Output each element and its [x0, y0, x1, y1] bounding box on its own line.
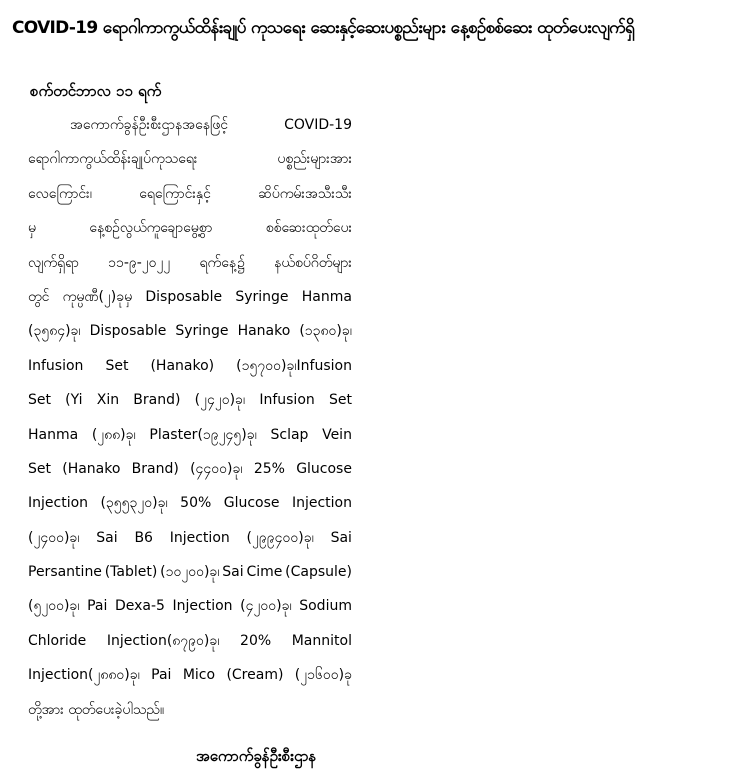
body-line: [28, 349, 352, 383]
body-line: [28, 658, 352, 692]
word: Disposable: [89, 323, 167, 340]
word: (၁၅၇၀၀)ခု၊Infusion: [236, 357, 352, 374]
word: Injection: [172, 598, 233, 615]
body-line: [28, 211, 352, 245]
word: (Tablet): [104, 564, 158, 581]
word: (၂၄၀၀)ခု၊: [28, 529, 80, 546]
word: Set: [105, 357, 129, 374]
body-line: [28, 555, 352, 589]
body-line: [28, 486, 352, 520]
word: နယ်စပ်ဂိတ်များ: [274, 254, 352, 271]
word: Set: [328, 392, 352, 409]
word: Mico: [182, 667, 216, 684]
word: (၂၈၈)ခု၊: [91, 426, 136, 443]
word: Syringe: [235, 288, 289, 305]
word: 50%: [180, 495, 212, 512]
word: ရောဂါကာကွယ်ထိန်းချုပ်ကုသရေး: [28, 151, 198, 168]
word: လေကြောင်း၊: [28, 185, 92, 202]
word: Plaster(၁၉၂၄၅)ခု၊: [149, 426, 257, 443]
word: ရက်နေ့၌: [199, 254, 245, 271]
date-line: စက်တင်ဘာလ ၁၁ ရက်: [30, 82, 162, 100]
body-line: [28, 108, 352, 142]
word: Pai: [87, 598, 108, 615]
word: Disposable: [145, 288, 223, 305]
word: Infusion: [259, 392, 315, 409]
word: (၂၁၆၀၀)ခု: [294, 667, 352, 684]
word: (၅၂၀၀)ခု၊: [28, 598, 80, 615]
word: 25%: [253, 460, 285, 477]
word: (၃၅၅၃၂၀)ခု၊: [100, 495, 168, 512]
body-line: [28, 246, 352, 280]
word: Sai: [96, 529, 118, 546]
word: B6: [134, 529, 153, 546]
word: နေ့စဉ်လွယ်ကူချောမွေ့စွာ: [89, 220, 213, 237]
body-line: [28, 314, 352, 348]
signature: အကောက်ခွန်ဦးစီးဌာန: [196, 747, 317, 765]
body-line: [28, 142, 352, 176]
word: (၂၄၂၀)ခု၊: [194, 392, 246, 409]
word: ပစ္စည်းများအား: [277, 151, 352, 168]
word: Brand): [131, 460, 179, 477]
body-line: [28, 452, 352, 486]
word: Injection(၂၈၈၀)ခု၊: [28, 667, 140, 684]
word: Dexa-5: [114, 598, 165, 615]
body-line: [28, 624, 352, 658]
word: (Hanako: [62, 460, 121, 477]
word: Hanma: [301, 288, 352, 305]
word: တွင်: [28, 288, 50, 305]
word: (၃၅၈၄)ခု၊: [28, 323, 81, 340]
word: (Cream): [226, 667, 284, 684]
body-line: [28, 589, 352, 623]
word: Injection: [28, 495, 89, 512]
word: Sai: [222, 564, 244, 581]
word: Syringe: [175, 323, 229, 340]
word: ကုမ္ပဏီ(၂)ခုမှ: [62, 288, 133, 305]
word: Set: [28, 392, 51, 409]
word: အကောက်ခွန်ဦးစီးဌာနအနေဖြင့်: [70, 117, 229, 133]
word: Sai: [330, 529, 352, 546]
word: Infusion: [28, 357, 84, 374]
word: Sclap: [270, 426, 309, 443]
word: (Yi: [65, 392, 83, 409]
word: Mannitol: [291, 632, 352, 649]
article-body: [28, 108, 352, 727]
word: Hanako: [237, 323, 291, 340]
word: မှ: [28, 220, 36, 237]
body-line: [28, 521, 352, 555]
word: Xin: [96, 392, 120, 409]
word: Hanma: [28, 426, 79, 443]
word: (၁၃၈၀)ခု၊: [299, 323, 352, 340]
word: ၁၁-၉-၂၀၂၂: [108, 254, 171, 271]
word: ဆိပ်ကမ်းအသီးသီး: [258, 185, 352, 202]
body-line: [28, 418, 352, 452]
word: Injection: [169, 529, 230, 546]
word: Persantine: [28, 564, 102, 581]
word: Cime: [246, 564, 283, 581]
word: Sodium: [299, 598, 352, 615]
body-line: [28, 280, 352, 314]
word: Glucose: [223, 495, 280, 512]
word: Glucose: [296, 460, 352, 477]
body-line: [28, 177, 352, 211]
word: စစ်ဆေးထုတ်ပေး: [265, 220, 352, 237]
word: Set: [28, 460, 51, 477]
article-title: COVID-19 ရောဂါကာကွယ်ထိန်းချုပ် ကုသရေး ဆေးနှင့်ဆေးပစ္စည်းများ နေ့စဉ်စစ်ဆေး ထုတ်ပေးလျက်ရှိ: [12, 18, 635, 38]
word: Injection: [291, 495, 352, 512]
word: Pai: [151, 667, 172, 684]
word: (Hanako): [150, 357, 215, 374]
body-line: [28, 383, 352, 417]
word: Brand): [133, 392, 181, 409]
word: 20%: [240, 632, 272, 649]
word: (၄၂၀၀)ခု၊: [240, 598, 292, 615]
word: Chloride: [28, 632, 87, 649]
word: (Capsule): [285, 564, 352, 581]
word: (၁၀၂၀၀)ခု၊: [160, 564, 220, 581]
body-line: တို့အား ထုတ်ပေးခဲ့ပါသည်။: [28, 701, 165, 718]
word: Injection(၈၇၉၀)ခု၊: [106, 632, 220, 649]
word: Vein: [322, 426, 352, 443]
word: လျက်ရှိရာ: [28, 254, 79, 271]
word: (၄၄၀၀)ခု၊: [190, 460, 243, 477]
word: ရေကြောင်းနှင့်: [139, 185, 211, 202]
word: COVID-19: [284, 117, 352, 133]
word: (၂၉၉၄၀၀)ခု၊: [246, 529, 314, 546]
